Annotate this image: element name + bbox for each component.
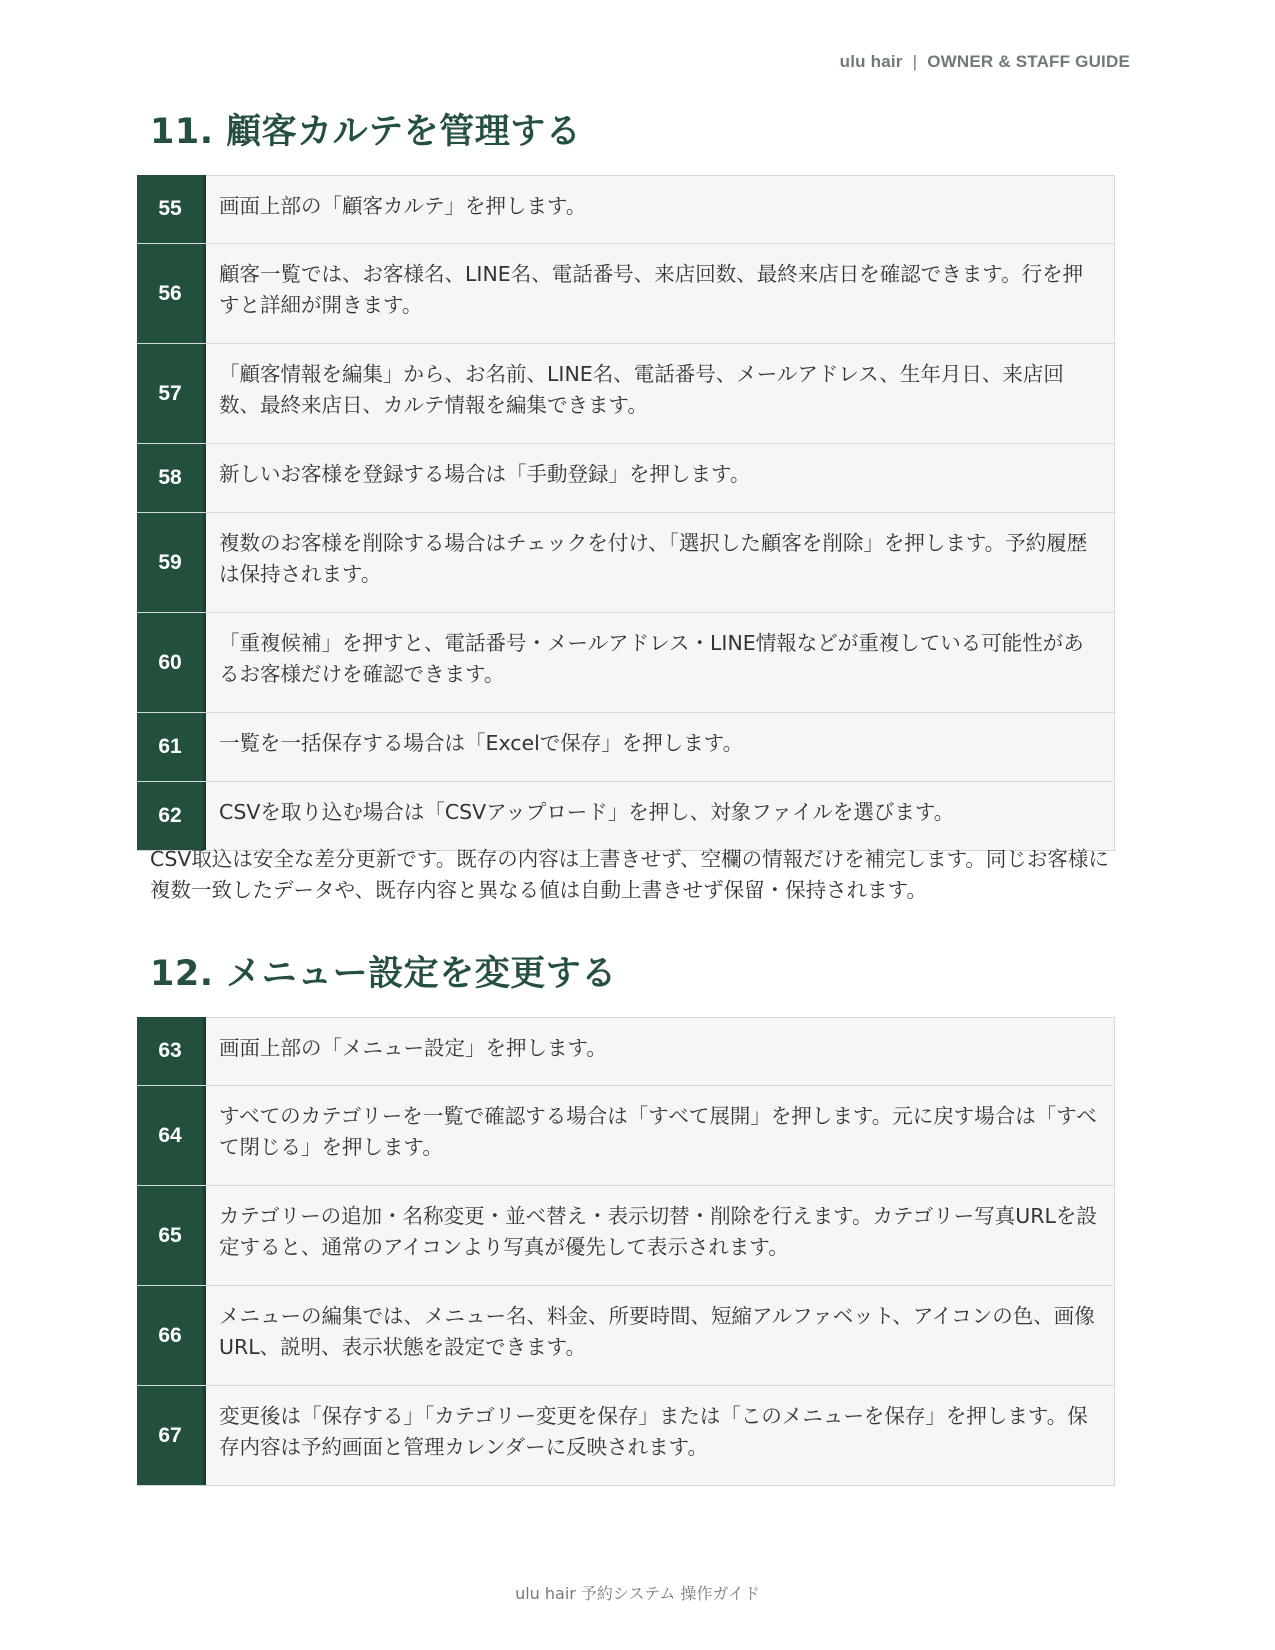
step-text: 画面上部の「顧客カルテ」を押します。 — [206, 175, 1115, 243]
section-11-steps — [137, 175, 1115, 851]
page-header — [840, 52, 1130, 72]
step-number: 67 — [137, 1386, 206, 1485]
step-67 — [137, 1386, 1115, 1486]
section-12-steps — [137, 1017, 1115, 1486]
step-59 — [137, 513, 1115, 613]
step-number: 64 — [137, 1086, 206, 1185]
step-text: カテゴリーの追加・名称変更・並べ替え・表示切替・削除を行えます。カテゴリー写真URLを設定すると、通常のアイコンより写真が優先して表示されます。 — [206, 1186, 1115, 1285]
step-61 — [137, 713, 1115, 782]
step-60 — [137, 613, 1115, 713]
step-text: 一覧を一括保存する場合は「Excelで保存」を押します。 — [206, 713, 1115, 781]
step-65 — [137, 1186, 1115, 1286]
step-text: すべてのカテゴリーを一覧で確認する場合は「すべて展開」を押します。元に戻す場合は「すべて閉じる」を押します。 — [206, 1086, 1115, 1185]
step-text: CSVを取り込む場合は「CSVアップロード」を押し、対象ファイルを選びます。 — [206, 782, 1115, 850]
step-66 — [137, 1286, 1115, 1386]
step-number: 58 — [137, 444, 206, 512]
step-63 — [137, 1017, 1115, 1086]
step-text: メニューの編集では、メニュー名、料金、所要時間、短縮アルファベット、アイコンの色、画像URL、説明、表示状態を設定できます。 — [206, 1286, 1115, 1385]
step-text: 顧客一覧では、お客様名、LINE名、電話番号、来店回数、最終来店日を確認できます。行を押すと詳細が開きます。 — [206, 244, 1115, 343]
step-text: 「顧客情報を編集」から、お名前、LINE名、電話番号、メールアドレス、生年月日、来店回数、最終来店日、カルテ情報を編集できます。 — [206, 344, 1115, 443]
header-brand: ulu hair — [839, 52, 903, 71]
step-number: 61 — [137, 713, 206, 781]
step-number: 56 — [137, 244, 206, 343]
header-separator: | — [912, 52, 918, 71]
step-number: 65 — [137, 1186, 206, 1285]
header-guide-label: OWNER & STAFF GUIDE — [927, 52, 1130, 71]
step-text: 変更後は「保存する」「カテゴリー変更を保存」または「このメニューを保存」を押します。保存内容は予約画面と管理カレンダーに反映されます。 — [206, 1386, 1115, 1485]
section-12-title: 12. メニュー設定を変更する — [150, 954, 617, 994]
step-number: 60 — [137, 613, 206, 712]
step-64 — [137, 1086, 1115, 1186]
step-number: 55 — [137, 175, 206, 243]
step-number: 57 — [137, 344, 206, 443]
step-57 — [137, 344, 1115, 444]
step-58 — [137, 444, 1115, 513]
csv-import-note: CSV取込は安全な差分更新です。既存の内容は上書きせず、空欄の情報だけを補完します。同じお客様に複数一致したデータや、既存内容と異なる値は自動上書きせず保留・保持されます。 — [150, 847, 1109, 902]
step-text: 新しいお客様を登録する場合は「手動登録」を押します。 — [206, 444, 1115, 512]
section-11-title: 11. 顧客カルテを管理する — [150, 112, 582, 152]
step-number: 66 — [137, 1286, 206, 1385]
step-55 — [137, 175, 1115, 244]
step-56 — [137, 244, 1115, 344]
step-number: 63 — [137, 1017, 206, 1085]
step-number: 59 — [137, 513, 206, 612]
step-number: 62 — [137, 782, 206, 850]
step-text: 画面上部の「メニュー設定」を押します。 — [206, 1017, 1115, 1085]
page-footer: ulu hair 予約システム 操作ガイド — [515, 1584, 760, 1603]
step-text: 「重複候補」を押すと、電話番号・メールアドレス・LINE情報などが重複している可能性があるお客様だけを確認できます。 — [206, 613, 1115, 712]
step-62 — [137, 782, 1115, 851]
step-text: 複数のお客様を削除する場合はチェックを付け、「選択した顧客を削除」を押します。予約履歴は保持されます。 — [206, 513, 1115, 612]
